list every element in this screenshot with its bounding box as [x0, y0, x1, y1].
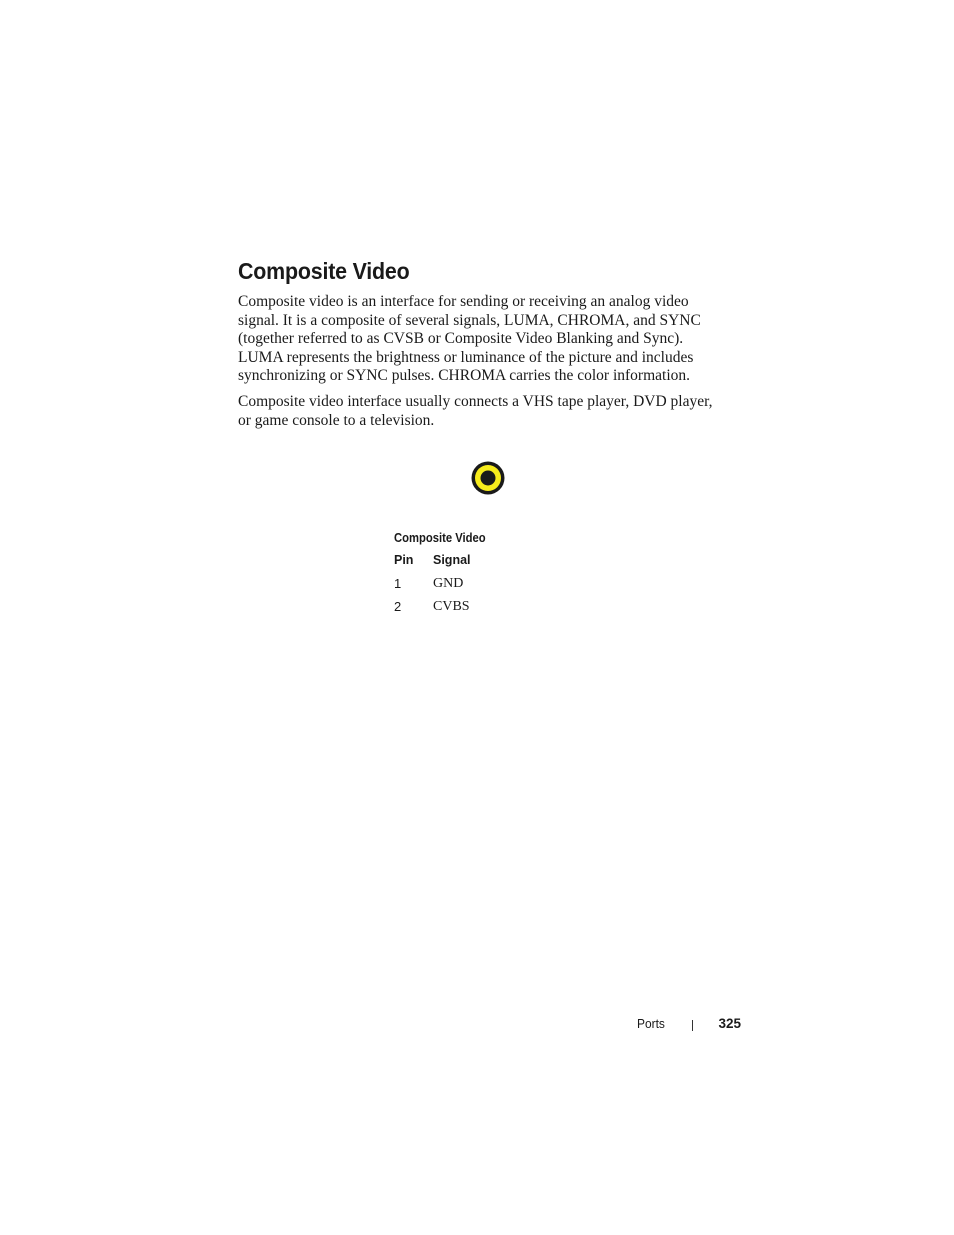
signal-cell: CVBS: [433, 599, 470, 614]
paragraph-line: Composite video interface usually connects a VHS tape player, DVD player,: [238, 393, 713, 410]
header-signal: Signal: [433, 553, 471, 567]
page-number: 325: [718, 1016, 741, 1031]
paragraph-line: Composite video is an interface for sending or receiving an analog video: [238, 293, 689, 310]
page-footer: [600, 1015, 741, 1035]
paragraph-line: (together referred to as CVSB or Composite Video Blanking and Sync).: [238, 330, 684, 348]
signal-cell: GND: [433, 576, 464, 591]
usage-paragraph: [238, 393, 738, 430]
footer-section-name: Ports: [637, 1016, 665, 1031]
paragraph-line: signal. It is a composite of several signals, LUMA, CHROMA, and SYNC: [238, 311, 701, 329]
header-pin: Pin: [394, 553, 414, 567]
paragraph-line: LUMA represents the brightness or luminance of the picture and includes: [238, 348, 694, 366]
pinout-table: [394, 553, 471, 622]
paragraph-line: or game console to a television.: [238, 411, 435, 429]
table-header-row: [394, 553, 471, 576]
section-heading: Composite Video: [238, 258, 410, 284]
paragraph-line: synchronizing or SYNC pulses. CHROMA carries the color information.: [238, 367, 691, 385]
table-row: [394, 576, 471, 599]
intro-paragraph: [238, 293, 738, 386]
pin-cell: 2: [394, 599, 402, 614]
pin-cell: 1: [394, 576, 402, 591]
table-caption: Composite Video: [394, 531, 486, 545]
table-row: [394, 599, 471, 622]
rca-connector-icon: [471, 461, 505, 495]
footer-divider: [692, 1020, 693, 1031]
